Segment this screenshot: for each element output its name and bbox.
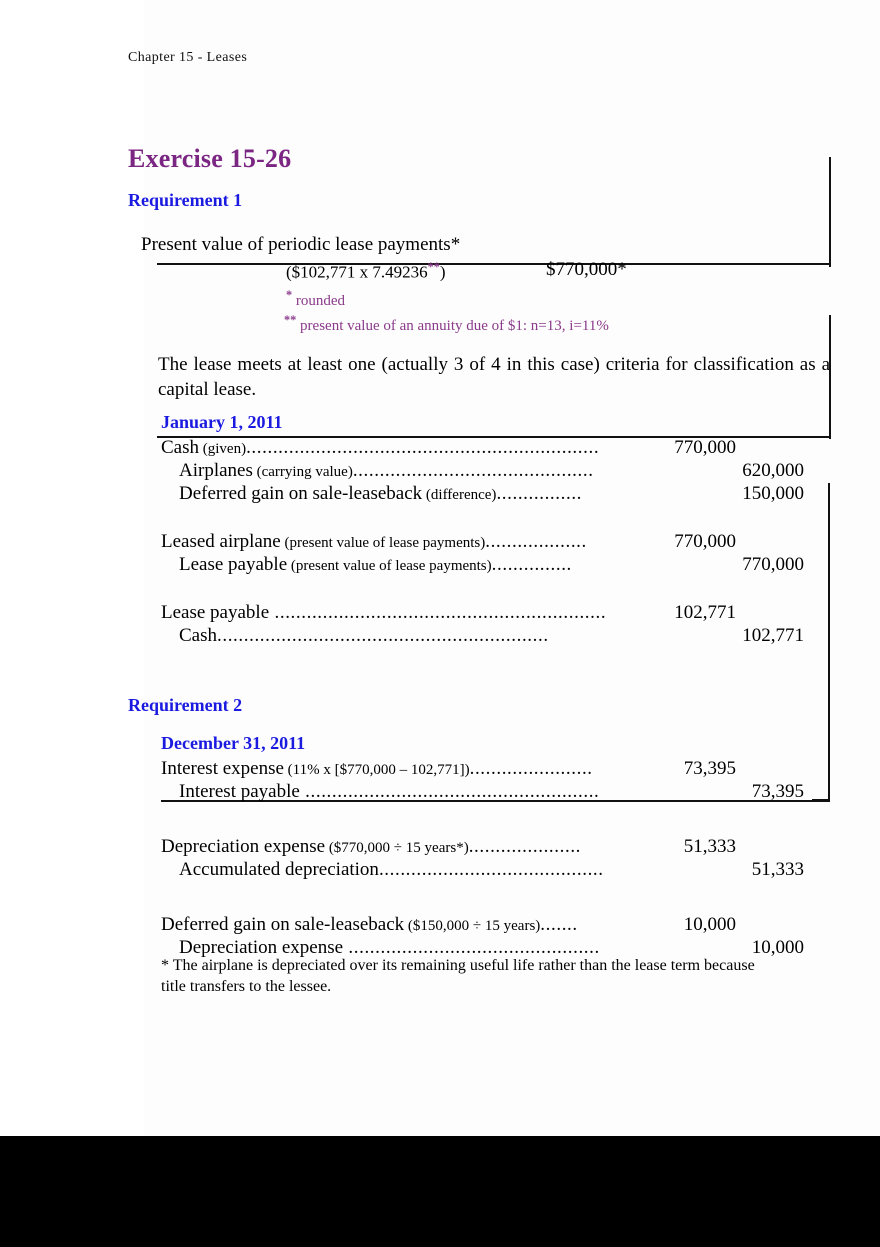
account-label: Depreciation expense (179, 937, 344, 958)
scan-artifact-vertical-rule-1 (829, 157, 831, 267)
present-value-calculation (286, 260, 446, 283)
lease-classification-paragraph: The lease meets at least one (actually 3 of 4 in this case) criteria for classification as a capital lease. (158, 354, 830, 401)
leader-dots: ............................................. (352, 460, 594, 481)
journal-entry-block (161, 836, 830, 882)
leader-dots: ................... (485, 531, 587, 552)
credit-amount: 10,000 (751, 937, 804, 958)
account-label: Deferred gain on sale-leaseback (179, 483, 423, 504)
account-name (161, 836, 581, 858)
journal-entry-row (161, 859, 830, 882)
requirement-2-heading: Requirement 2 (128, 695, 243, 715)
account-label: Deferred gain on sale-leaseback (161, 914, 405, 935)
journal-entry-row (161, 758, 830, 781)
footnote-rounded (286, 288, 345, 310)
account-label: Depreciation expense (161, 836, 326, 857)
account-name (179, 625, 549, 647)
account-annotation: (11% x [$770,000 – 102,771]) (283, 762, 470, 778)
leader-dots: .............................................................. (217, 625, 549, 646)
rule-under-pv-label (157, 263, 830, 265)
leader-dots: .................................................................. (246, 437, 600, 458)
account-label: Accumulated depreciation (179, 859, 379, 880)
debit-amount: 51,333 (683, 836, 736, 857)
account-name (161, 914, 578, 936)
page-title: Exercise 15-26 (128, 144, 292, 173)
journal-entry-row (161, 437, 830, 460)
journal-entry-row (161, 602, 830, 625)
journal-entry-block (161, 602, 830, 648)
entry-spacer (161, 506, 830, 531)
debit-amount: 770,000 (674, 437, 736, 458)
journal-entry-row (161, 554, 830, 577)
account-label: Interest expense (161, 758, 284, 779)
entry-spacer (161, 577, 830, 602)
account-name (179, 859, 604, 881)
account-annotation: ($150,000 ÷ 15 years) (404, 918, 541, 934)
journal-entry-row (161, 483, 830, 506)
leader-dots: ............................................... (343, 937, 600, 958)
journal-entry-row (161, 781, 830, 804)
requirement-1-heading: Requirement 1 (128, 190, 243, 210)
account-name (179, 781, 599, 803)
account-annotation: (difference) (422, 487, 497, 503)
journal-entry-row (161, 531, 830, 554)
debit-amount: 102,771 (674, 602, 736, 623)
journal-entry-row (161, 836, 830, 859)
journal-entry-block (161, 758, 830, 804)
account-label: Interest payable (179, 781, 300, 802)
january-journal-entries (161, 437, 830, 648)
pv-calc-suffix: ) (439, 262, 446, 282)
leader-dots: ....... (540, 914, 578, 935)
credit-amount: 51,333 (751, 859, 804, 880)
account-name (161, 531, 587, 553)
january-date-heading: January 1, 2011 (161, 412, 283, 432)
footnote-annuity-text: present value of an annuity due of $1: n=13, i=11% (300, 318, 609, 334)
credit-amount: 620,000 (742, 460, 804, 481)
account-label: Airplanes (179, 460, 253, 481)
december-journal-entries (161, 758, 830, 960)
journal-entry-block (161, 531, 830, 577)
present-value-amount: $770,000* (546, 259, 627, 280)
journal-entry-row (161, 914, 830, 937)
leader-dots: ....................... (469, 758, 593, 779)
account-annotation: ($770,000 ÷ 15 years*) (325, 840, 469, 856)
leader-dots: .............................................................. (269, 602, 607, 623)
credit-amount: 102,771 (742, 625, 804, 646)
account-name (161, 758, 593, 780)
journal-entry-block (161, 437, 830, 506)
journal-entry-row (161, 460, 830, 483)
account-name (179, 554, 572, 576)
footnote-annuity-due (284, 313, 609, 335)
account-label: Lease payable (161, 602, 270, 623)
entry-spacer (161, 804, 830, 836)
journal-entry-row (161, 625, 830, 648)
account-name (161, 602, 606, 624)
account-annotation: (present value of lease payments) (287, 558, 492, 574)
account-annotation: (present value of lease payments) (280, 535, 486, 551)
debit-amount: 10,000 (683, 914, 736, 935)
account-name (179, 460, 594, 482)
pv-calc-prefix: ($102,771 x 7.49236 (286, 262, 428, 282)
debit-amount: 770,000 (674, 531, 736, 552)
december-date-heading: December 31, 2011 (161, 733, 306, 753)
account-annotation: (carrying value) (252, 464, 353, 480)
account-annotation: (given) (199, 441, 247, 457)
credit-amount: 770,000 (742, 554, 804, 575)
leader-dots: ................ (496, 483, 583, 504)
depreciation-footnote: * The airplane is depreciated over its remaining useful life rather than the lease term because title transfers to the lessee. (161, 957, 755, 996)
account-name (161, 437, 599, 459)
account-name (179, 483, 582, 505)
account-label: Leased airplane (161, 531, 281, 552)
chapter-header: Chapter 15 - Leases (128, 50, 248, 65)
account-label: Lease payable (179, 554, 288, 575)
footnote-annuity-marker: ** (284, 313, 297, 327)
entry-spacer (161, 882, 830, 914)
footnote-rounded-text: rounded (295, 293, 346, 309)
footnote-rounded-marker: * (286, 288, 293, 302)
account-label: Cash (161, 437, 199, 458)
credit-amount: 150,000 (742, 483, 804, 504)
debit-amount: 73,395 (683, 758, 736, 779)
scan-artifact-black-band (0, 1136, 880, 1247)
leader-dots: ............... (491, 554, 572, 575)
credit-amount: 73,395 (751, 781, 804, 802)
journal-entry-block (161, 914, 830, 960)
leader-dots: .......................................... (378, 859, 604, 880)
leader-dots: ..................... (468, 836, 582, 857)
pv-calc-footnote-marker: ** (427, 260, 440, 274)
leader-dots: ....................................................... (299, 781, 600, 802)
scan-artifact-black-band-left (0, 1136, 144, 1247)
account-label: Cash (179, 625, 217, 646)
present-value-label: Present value of periodic lease payments* (141, 234, 461, 255)
